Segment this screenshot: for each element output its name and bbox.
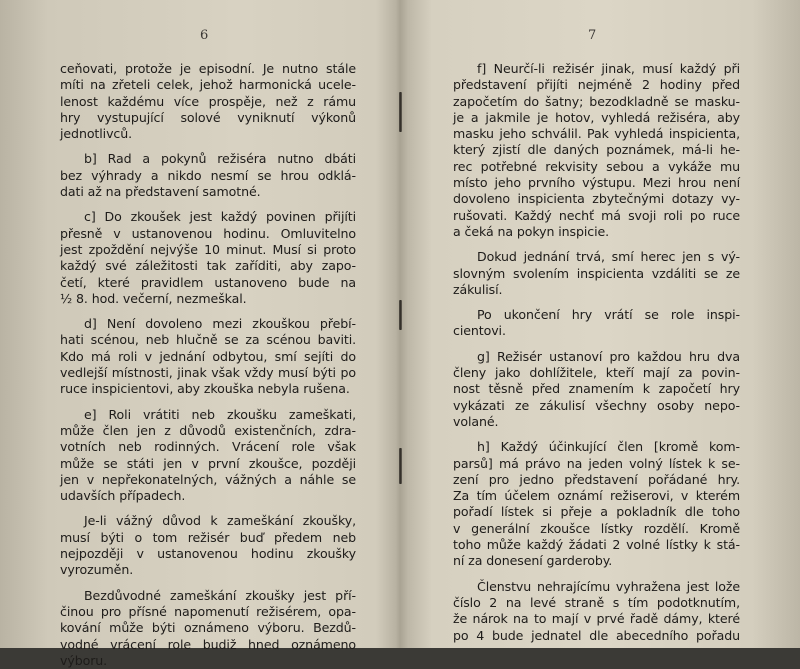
text-line: a čeká na pokyn inspicie. (453, 223, 610, 239)
page-number: 7 (588, 28, 597, 43)
text-line: toho může každý žádati 2 volné lístky k stá- (453, 537, 740, 553)
text-line: představení přijíti nejméně 2 hodiny před (453, 77, 740, 93)
text-line: Členstvu nehrajícímu vyhražena jest lože (477, 578, 740, 594)
text-line: votních neb rodinných. Vrácení role však (60, 439, 356, 455)
paragraph-gap (453, 570, 740, 579)
text-line: Bezdůvodné zameškání zkoušky jest pří- (84, 587, 356, 603)
text-line: g] Režisér ustanoví pro každou hru dva (477, 348, 740, 364)
page-text (60, 61, 356, 669)
text-line: volané. (453, 413, 499, 429)
text-line: musí býti o tom režisér buď předem neb (60, 529, 356, 545)
right-page (400, 0, 800, 648)
text-line: f] Neurčí-li režisér jinak, musí každý při (477, 61, 740, 76)
text-line: každý své záležitosti tak zaříditi, aby zapo- (60, 258, 356, 274)
text-line: Kdo má roli v jednání odbytou, smí sejíti do (60, 348, 356, 364)
text-line: parsů] má právo na jeden volný lístek k se- (453, 455, 740, 471)
text-line: d] Není dovoleno mezi zkouškou přebí- (84, 316, 356, 332)
text-line: hry vystupující solové vyniknutí výkonů (60, 109, 356, 125)
text-line: míti na zřeteli celek, jehož harmonická ucele- (60, 77, 356, 93)
text-line: započetím do šatny; bezodkladně se masku- (453, 93, 740, 109)
text-line: dati až na představení samotné. (60, 184, 261, 200)
text-line: členy jako dohlížitele, kteří mají za povin- (453, 365, 740, 381)
text-line: c] Do zkoušek jest každý povinen přijíti (84, 209, 356, 225)
text-line: dovoleno inspicienta zbytečnými dotazy vy- (453, 191, 740, 207)
text-line: ceňovati, protože je episodní. Je nutno stále (60, 61, 356, 76)
text-line: přesně v ustanovenou hodinu. Omluvitelno (60, 225, 356, 241)
text-line: udavších případech. (60, 488, 186, 504)
paragraph-gap (453, 240, 740, 249)
paragraph-gap (60, 579, 356, 588)
text-line: vedlejší místnosti, jinak však vždy musí býti po (60, 365, 356, 381)
text-line: nost těsně před znamením k započetí hry (453, 381, 740, 397)
text-line: slovným svolením inspicienta vzdáliti se ze (453, 265, 740, 281)
text-line: může člen jen z důvodů existenčních, zdra- (60, 422, 356, 438)
text-line: Za tím účelem oznámí režiserovi, v kterém (453, 488, 740, 504)
text-line: vodné vrácení role budiž hned oznámeno (60, 636, 356, 652)
text-line: Dokud jednání trvá, smí herec jen s vý- (477, 249, 740, 265)
text-line: masku jeho schválil. Pak vyhledá inspicienta, (453, 126, 740, 142)
text-line: ½ 8. hod. večerní, nezmeškal. (60, 290, 247, 306)
text-line: zení pro jedno představení pořádané hry. (453, 471, 740, 487)
text-line: rušovati. Každý nechť má svoji roli po ruce (453, 207, 740, 223)
text-line: cientovi. (453, 323, 506, 339)
text-line: může se státi jen v první zkoušce, později (60, 455, 356, 471)
text-line: kování může býti oznámeno výboru. Bezdů- (60, 620, 356, 636)
text-line: výboru. (60, 652, 108, 668)
text-line: že nárok na to mají v prvé řadě dámy, které (453, 611, 740, 627)
text-line: jest zpoždění nejvýše 10 minut. Musí si proto (60, 241, 356, 257)
text-line: h] Každý účinkující člen [kromě kom- (477, 439, 740, 455)
paragraph-gap (60, 504, 356, 513)
text-line: místo jeho prvního výstupu. Mezi hrou není (453, 175, 740, 191)
text-line: vykázati ze zákulisí všechny osoby nepo- (453, 397, 740, 413)
text-line: Je-li vážný důvod k zameškání zkoušky, (84, 513, 356, 529)
paragraph-gap (60, 307, 356, 316)
text-line: rec potřebné rekvisity sebou a vykáže mu (453, 158, 740, 174)
text-line: zákulisí. (453, 281, 503, 297)
text-line: pořadí lístek si přeje a pokladník dle toho (453, 504, 740, 520)
text-line: lenost každému více prospěje, než z rámu (60, 93, 356, 109)
text-line: četí, které pravidlem ustanoveno bude na (60, 274, 356, 290)
paragraph-gap (60, 398, 356, 407)
text-line: nejpozději v ustanovenou hodinu zkoušky (60, 546, 356, 562)
text-line: jednotlivců. (60, 126, 133, 142)
left-page (0, 0, 398, 668)
text-line: Po ukončení hry vrátí se role inspi- (477, 307, 740, 323)
text-line: po 4 bude jednatel dle abecedního pořadu (453, 627, 740, 643)
text-line: jen v nepřekonatelných, vážných a náhle se (60, 471, 356, 487)
text-line: je a jakmile je hotov, vyhledá režiséra, aby (453, 109, 740, 125)
text-line: v generální zkoušce lístky rozdělí. Kromě (453, 520, 740, 536)
text-line: ruce inspicientovi, aby zkouška nebyla rušena. (60, 381, 350, 397)
paragraph-gap (60, 142, 356, 151)
text-line: e] Roli vrátiti neb zkoušku zameškati, (84, 406, 356, 422)
text-line: číslo 2 na levé straně s tím podotknutím, (453, 594, 740, 610)
page-number: 6 (200, 28, 209, 43)
paragraph-gap (453, 298, 740, 307)
text-line: b] Rad a pokynů režiséra nutno dbáti (84, 151, 356, 167)
paragraph-gap (60, 200, 356, 209)
paragraph-gap (453, 340, 740, 349)
page-text (453, 61, 740, 644)
text-line: který zjistí dle daných poznámek, má-li he- (453, 142, 740, 158)
text-line: bez výhrady a nikdo nesmí se hrou odklá- (60, 167, 356, 183)
text-line: činou pro přísné napomenutí režisérem, opa- (60, 603, 356, 619)
text-line: ní za donesení garderoby. (453, 553, 613, 569)
text-line: hati scénou, neb hlučně se za scénou baviti. (60, 332, 356, 348)
paragraph-gap (453, 430, 740, 439)
text-line: vyrozuměn. (60, 562, 134, 578)
